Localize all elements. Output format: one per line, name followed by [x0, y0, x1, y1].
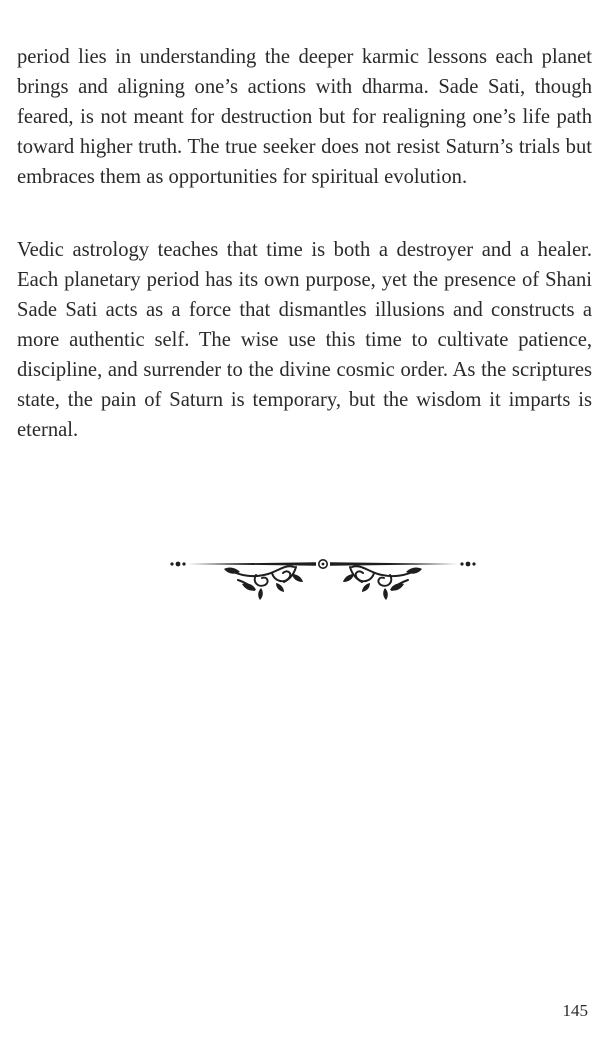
floral-divider-icon	[168, 548, 478, 602]
body-paragraph: period lies in understanding the deeper karmic lessons each planet brings and aligning one’s actions with dharma. Sade Sati, though feared, is not meant for destruction but for realigning one’s life path toward higher truth. The true seeker does not resist Saturn’s trials but embraces them as opportunities for spiritual evolution.	[17, 46, 592, 188]
body-paragraph: Vedic astrology teaches that time is both a destroyer and a healer. Each planetary period has its own purpose, yet the presence of Shani Sade Sati acts as a force that dismantles illusions and constructs a more authentic self. The wise use this time to cultivate patience, discipline, and surrender to the divine cosmic order. As the scriptures state, the pain of Saturn is temporary, but the wisdom it imparts is eternal.	[17, 239, 592, 441]
page-number: 145	[562, 1001, 588, 1020]
